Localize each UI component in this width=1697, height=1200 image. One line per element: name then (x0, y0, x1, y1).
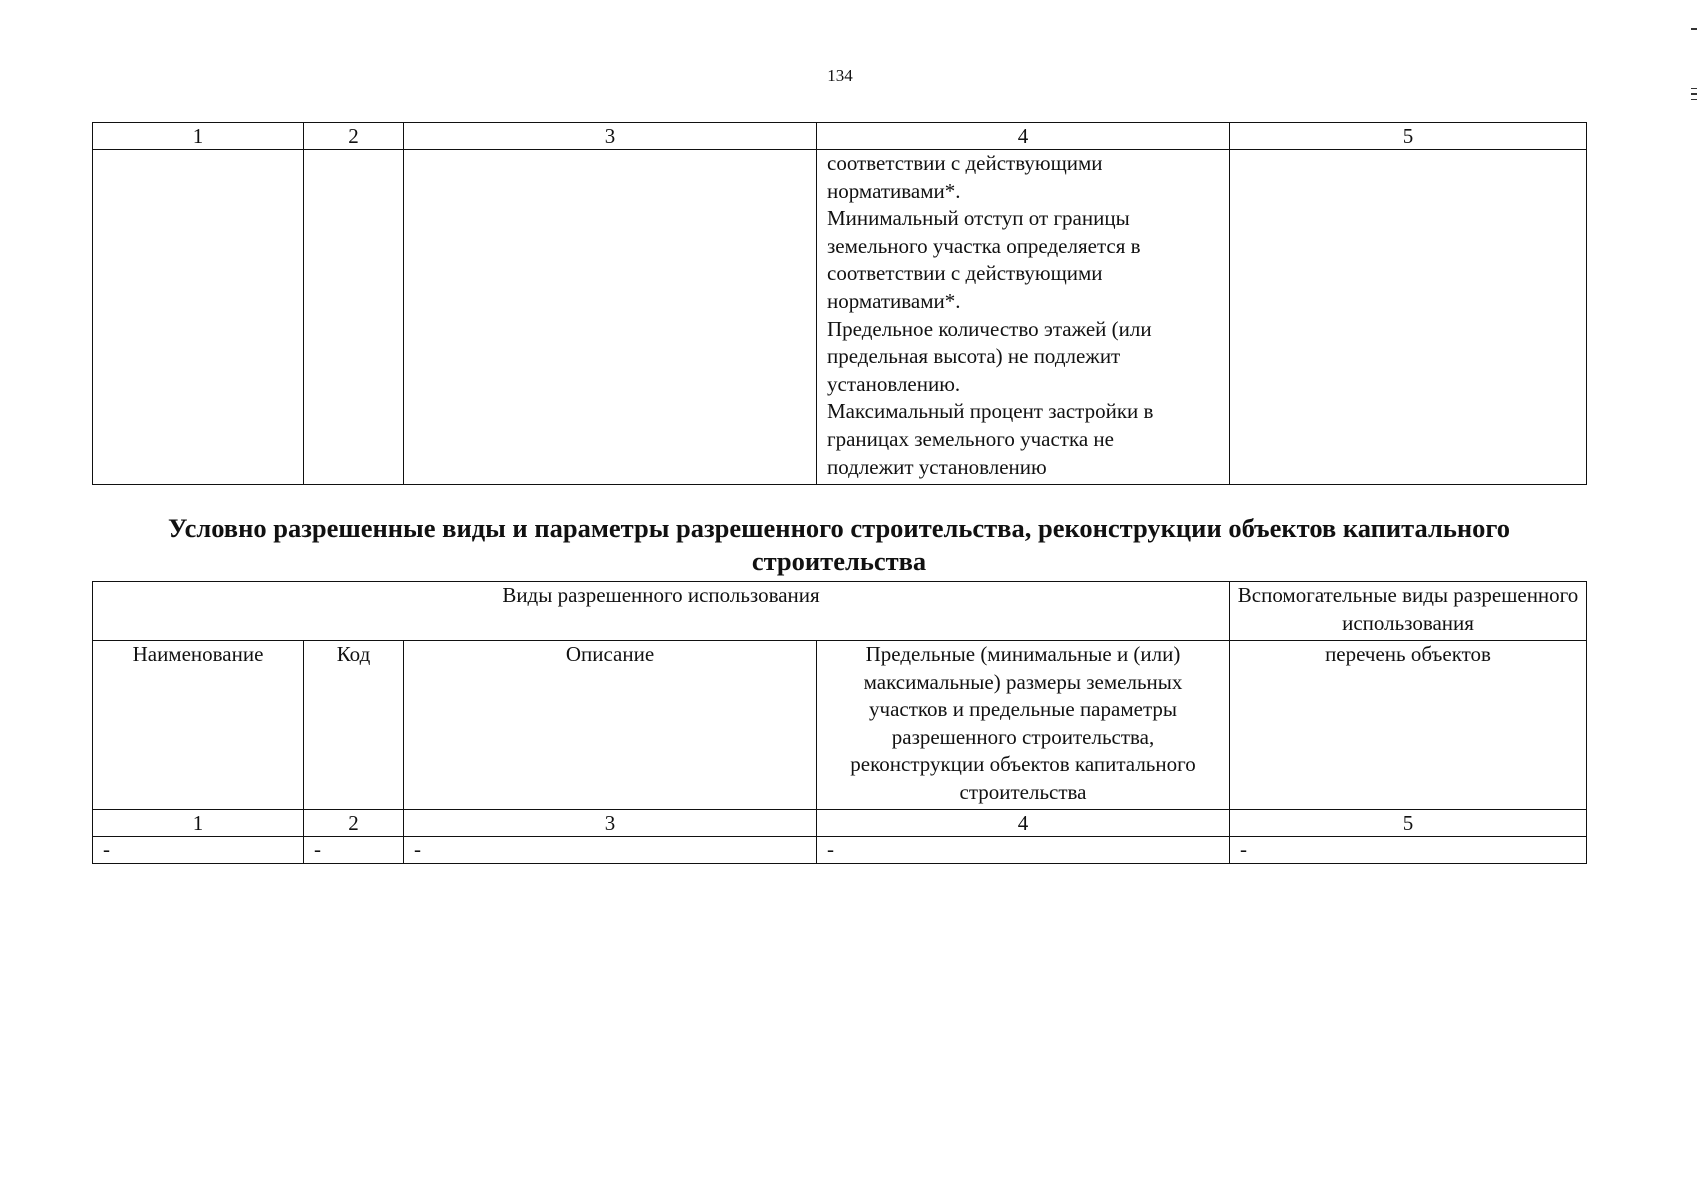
parameters-line: нормативами*. (827, 288, 961, 313)
column-number: 2 (304, 123, 404, 150)
header-description: Описание (404, 641, 817, 810)
column-number: 4 (817, 810, 1230, 837)
parameters-line: подлежит установлению (827, 454, 1047, 479)
column-number: 5 (1230, 810, 1587, 837)
parameters-line: земельного участка определяется в (827, 233, 1141, 258)
parameters-line: Минимальный отступ от границы (827, 206, 1130, 231)
parameters-line: границах земельного участка не (827, 426, 1114, 451)
empty-cell: - (404, 837, 817, 864)
parameters-line: соответствии с действующими (827, 261, 1103, 286)
parameters-line: Максимальный процент застройки в (827, 399, 1154, 424)
column-number: 2 (304, 810, 404, 837)
column-number: 3 (404, 123, 817, 150)
description-cell (404, 150, 817, 485)
parameters-line: предельная высота) не подлежит (827, 344, 1121, 369)
column-number-row (93, 123, 1587, 150)
continuation-table (92, 122, 1587, 485)
group-header-row (93, 582, 1587, 641)
header-code: Код (304, 641, 404, 810)
parameters-line: установлению. (827, 371, 961, 396)
page-number: 134 (827, 66, 853, 85)
column-header-row (93, 641, 1587, 810)
column-number: 1 (93, 810, 304, 837)
conditional-uses-table (92, 581, 1587, 864)
column-number: 4 (817, 123, 1230, 150)
parameters-cell (817, 150, 1230, 485)
empty-cell: - (304, 837, 404, 864)
empty-cell: - (93, 837, 304, 864)
column-number-row (93, 810, 1587, 837)
header-name: Наименование (93, 641, 304, 810)
parameters-line: соответствии с действующими (827, 151, 1103, 175)
section-title: Условно разрешенные виды и параметры разрешенного строительства, реконструкции объектов капитального строительства (167, 513, 1510, 576)
parameters-line: Предельное количество этажей (или (827, 316, 1152, 341)
name-cell (93, 150, 304, 485)
table-row (93, 150, 1587, 485)
header-limits: Предельные (минимальные и (или) максимальные) размеры земельных участков и предельные параметры разрешенного строительства, реконструкции объектов капитального строительства (817, 641, 1230, 810)
column-number: 1 (93, 123, 304, 150)
empty-cell: - (817, 837, 1230, 864)
column-number: 5 (1230, 123, 1587, 150)
table-row (93, 837, 1587, 864)
empty-cell: - (1230, 837, 1587, 864)
auxiliary-cell (1230, 150, 1587, 485)
parameters-line: нормативами*. (827, 178, 961, 203)
aux-header: Вспомогательные виды разрешенного использования (1230, 582, 1587, 641)
header-objects: перечень объектов (1230, 641, 1587, 810)
edge-scan-marks (1691, 28, 1697, 104)
code-cell (304, 150, 404, 485)
column-number: 3 (404, 810, 817, 837)
group-header: Виды разрешенного использования (93, 582, 1230, 641)
